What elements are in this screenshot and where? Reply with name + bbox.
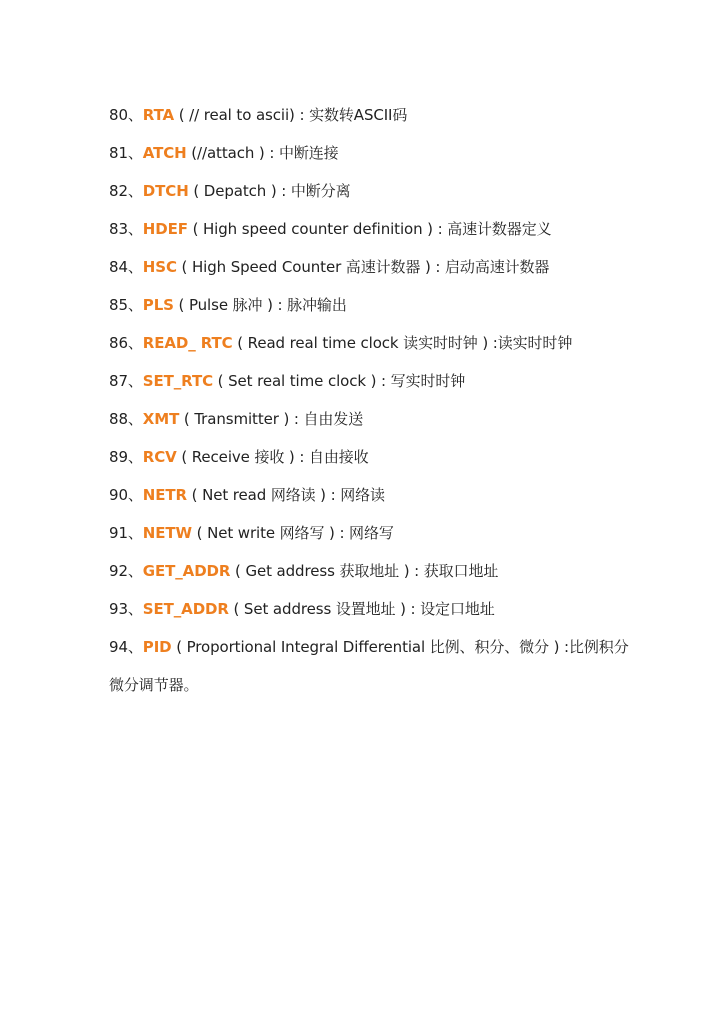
- list-item: [109, 216, 629, 254]
- list-item: [109, 406, 629, 444]
- instruction-code: GET_ADDR: [142, 562, 231, 580]
- instruction-code: RCV: [142, 448, 177, 466]
- item-number: 82、: [109, 182, 143, 200]
- instruction-description: ( Receive 接收 ) : 自由接收: [176, 448, 369, 466]
- item-number: 81、: [109, 144, 143, 162]
- list-item: [109, 178, 629, 216]
- instruction-description: ( Set address 设置地址 ) : 设定口地址: [228, 600, 495, 618]
- instruction-description: ( High speed counter definition ) : 高速计数器定义: [187, 220, 552, 238]
- instruction-list: [109, 102, 629, 698]
- list-item: [109, 520, 629, 558]
- list-item: [109, 596, 629, 634]
- instruction-code: READ_ RTC: [142, 334, 233, 352]
- item-number: 90、: [109, 486, 143, 504]
- list-item: [109, 368, 629, 406]
- continuation-text: 微分调节器。: [109, 676, 199, 694]
- item-number: 91、: [109, 524, 143, 542]
- item-number: 89、: [109, 448, 143, 466]
- instruction-description: ( Proportional Integral Differential 比例、积分、微分 ) :比例积分: [171, 638, 629, 656]
- item-number: 94、: [109, 638, 143, 656]
- list-item: [109, 482, 629, 520]
- instruction-description: (//attach ) : 中断连接: [186, 144, 339, 162]
- item-number: 87、: [109, 372, 143, 390]
- instruction-code: PLS: [142, 296, 174, 314]
- item-number: 92、: [109, 562, 143, 580]
- item-number: 85、: [109, 296, 143, 314]
- instruction-description: ( Set real time clock ) : 写实时时钟: [213, 372, 466, 390]
- list-item: [109, 330, 629, 368]
- instruction-code: NETW: [142, 524, 192, 542]
- instruction-code: DTCH: [142, 182, 189, 200]
- list-item: [109, 254, 629, 292]
- list-item: [109, 444, 629, 482]
- item-number: 86、: [109, 334, 143, 352]
- instruction-code: SET_ADDR: [142, 600, 229, 618]
- instruction-code: SET_RTC: [142, 372, 213, 390]
- instruction-description: ( // real to ascii) : 实数转ASCII码: [174, 106, 408, 124]
- item-number: 84、: [109, 258, 143, 276]
- list-item: [109, 558, 629, 596]
- list-item: [109, 634, 629, 672]
- instruction-code: RTA: [142, 106, 175, 124]
- instruction-code: HDEF: [142, 220, 188, 238]
- item-number: 88、: [109, 410, 143, 428]
- instruction-description: ( Read real time clock 读实时时钟 ) :读实时时钟: [232, 334, 573, 352]
- list-item: [109, 292, 629, 330]
- instruction-code: PID: [142, 638, 172, 656]
- instruction-description: ( Transmitter ) : 自由发送: [179, 410, 364, 428]
- instruction-code: XMT: [142, 410, 180, 428]
- instruction-code: ATCH: [142, 144, 187, 162]
- instruction-description: ( Net write 网络写 ) : 网络写: [191, 524, 394, 542]
- instruction-code: HSC: [142, 258, 177, 276]
- instruction-description: ( Depatch ) : 中断分离: [188, 182, 351, 200]
- instruction-description: ( Get address 获取地址 ) : 获取口地址: [230, 562, 499, 580]
- list-item: [109, 140, 629, 178]
- instruction-description: ( Pulse 脉冲 ) : 脉冲输出: [173, 296, 347, 314]
- list-item: [109, 102, 629, 140]
- instruction-description: ( Net read 网络读 ) : 网络读: [186, 486, 385, 504]
- item-number: 83、: [109, 220, 143, 238]
- item-number: 80、: [109, 106, 143, 124]
- instruction-code: NETR: [142, 486, 187, 504]
- instruction-description: ( High Speed Counter 高速计数器 ) : 启动高速计数器: [176, 258, 550, 276]
- list-item-continuation: [109, 672, 629, 698]
- item-number: 93、: [109, 600, 143, 618]
